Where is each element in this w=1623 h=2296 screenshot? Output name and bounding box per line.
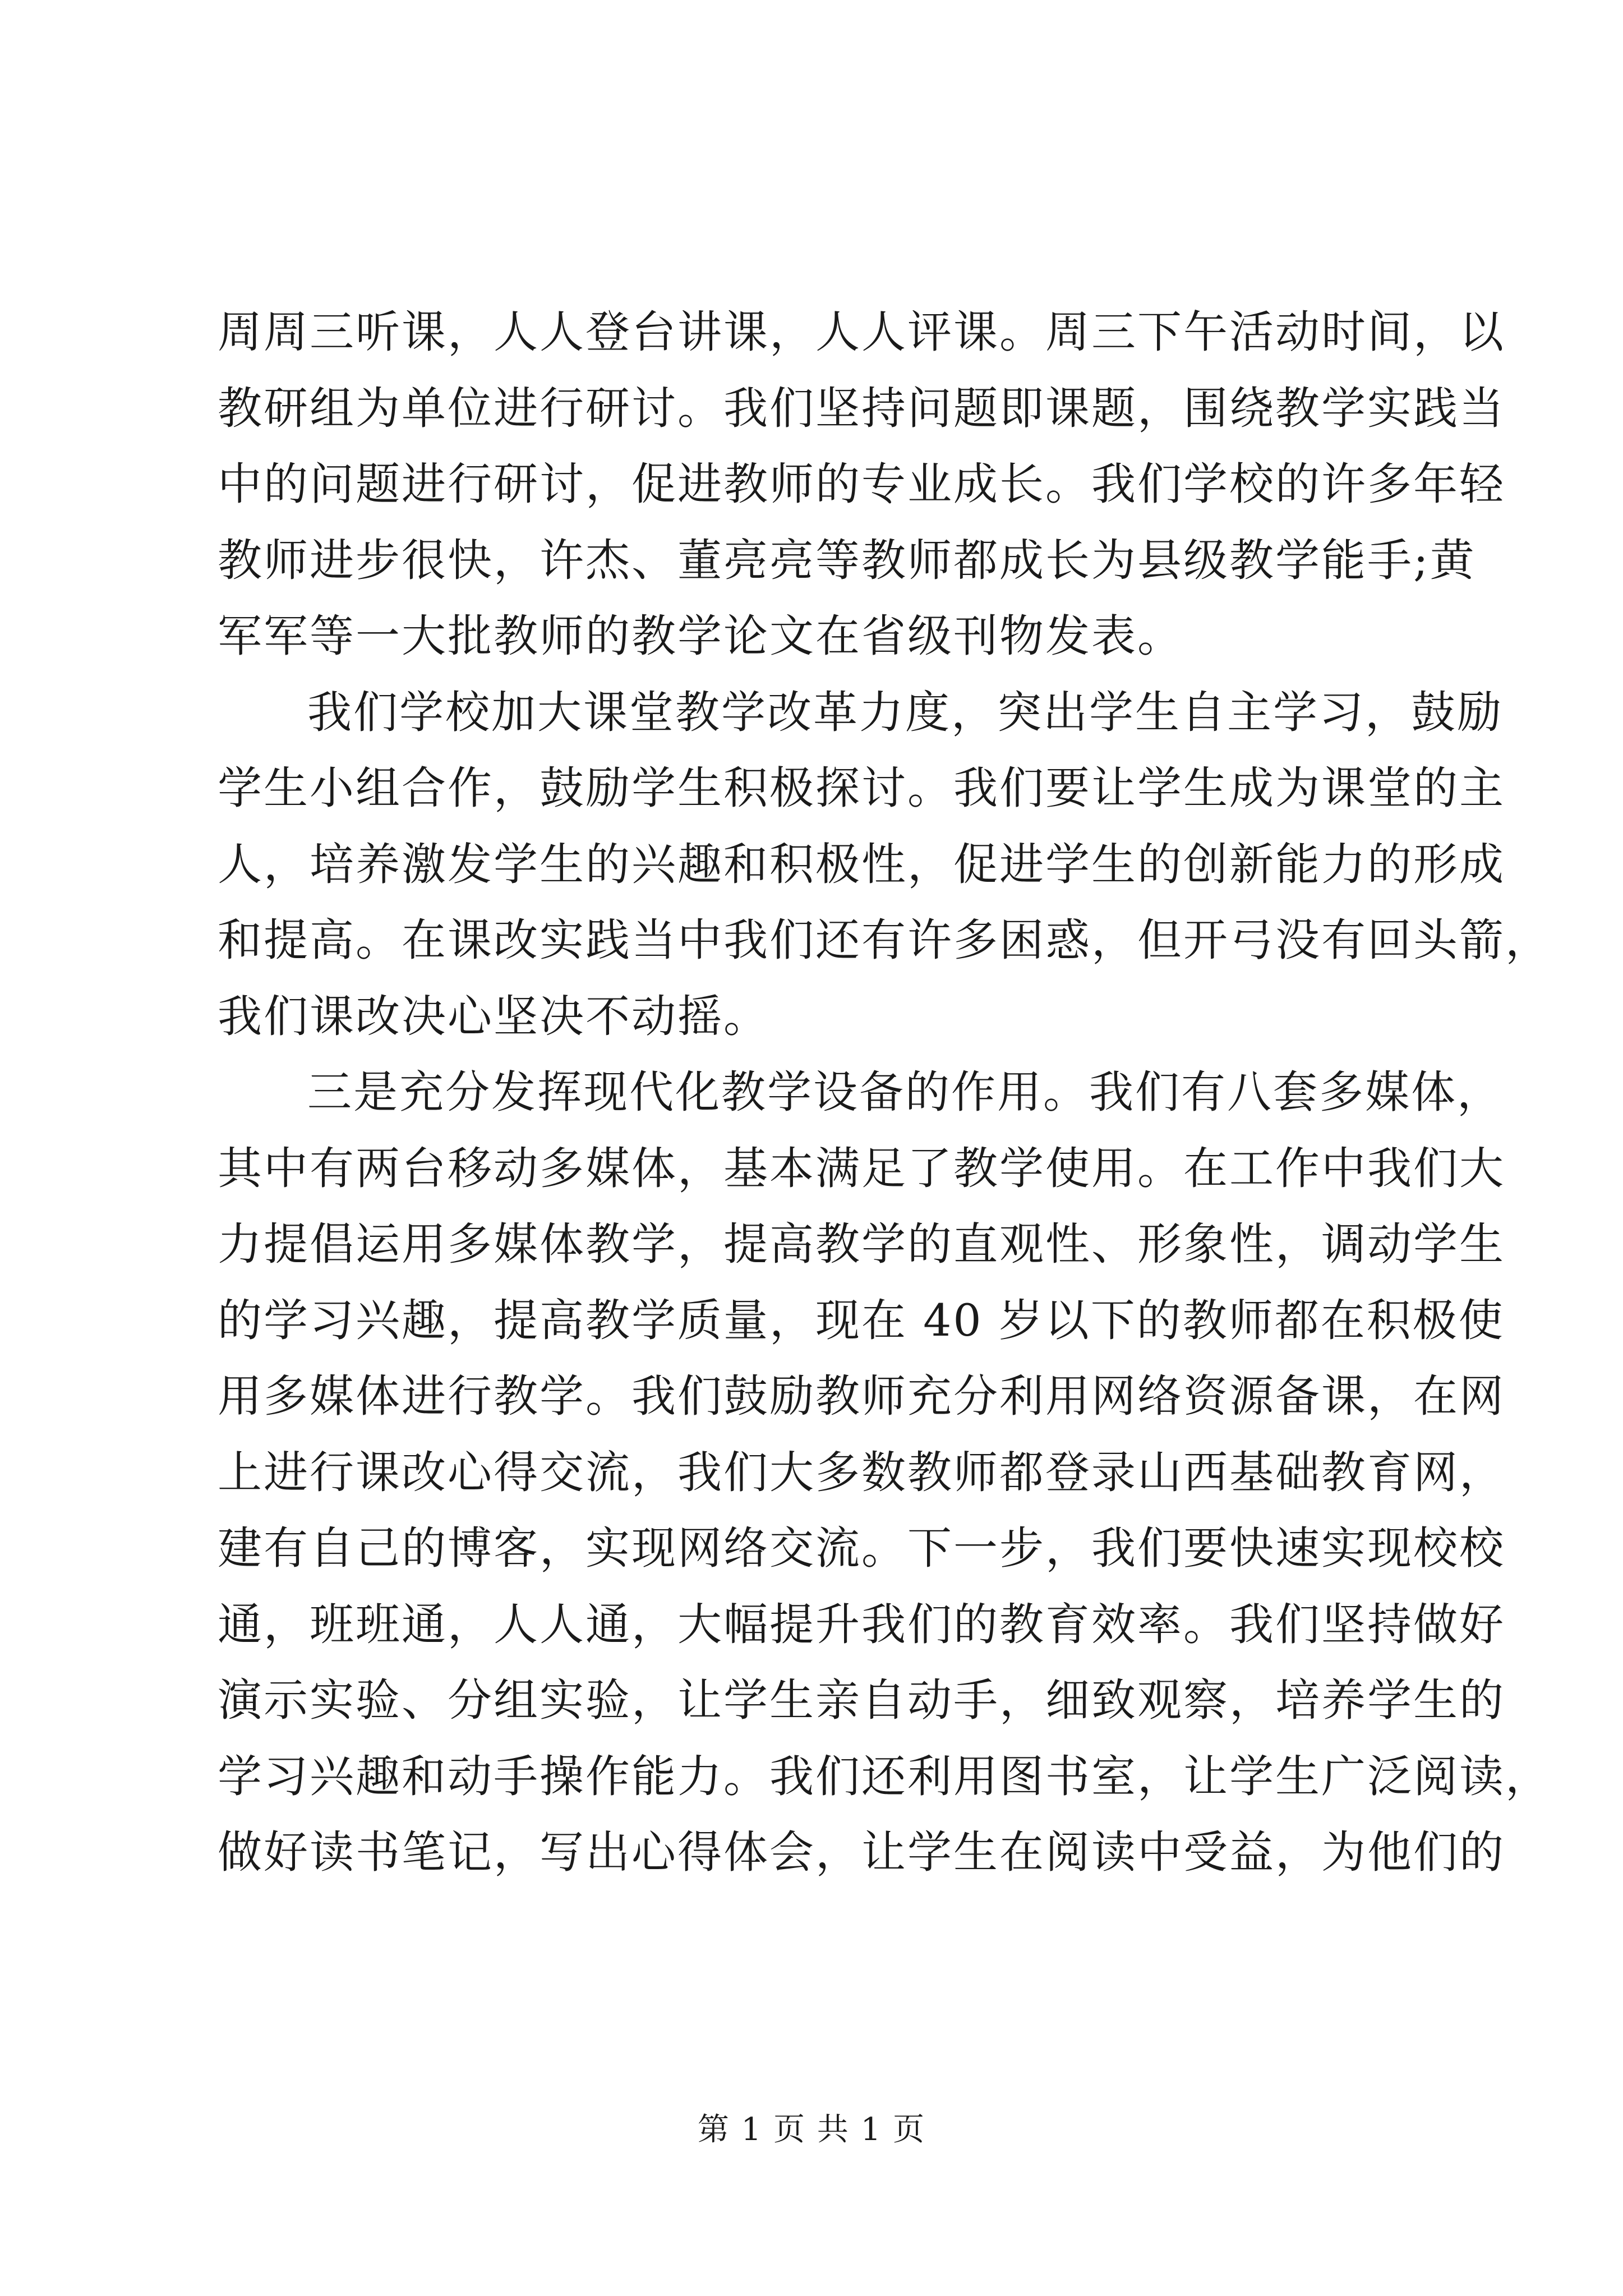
text-line: 我们课改决心坚决不动摇。: [218, 990, 769, 1042]
text-line: 力提倡运用多媒体教学，提高教学的直观性、形象性，调动学生: [218, 1218, 1505, 1270]
text-line: 教研组为单位进行研讨。我们坚持问题即课题，围绕教学实践当: [218, 382, 1505, 434]
text-line: 中的问题进行研讨，促进教师的专业成长。我们学校的许多年轻: [218, 458, 1505, 510]
document-body: [218, 295, 1551, 1891]
text-line: 和提高。在课改实践当中我们还有许多困惑，但开弓没有回头箭，: [218, 914, 1551, 966]
text-line: 用多媒体进行教学。我们鼓励教师充分利用网络资源备课，在网: [218, 1370, 1505, 1422]
text-line: 上进行课改心得交流，我们大多数教师都登录山西基础教育网，: [218, 1446, 1505, 1498]
text-line: 建有自己的博客，实现网络交流。下一步，我们要快速实现校校: [218, 1522, 1505, 1574]
paragraph-first-line: 我们学校加大课堂教学改革力度，突出学生自主学习，鼓励: [307, 686, 1503, 738]
text-line: 周周三听课，人人登台讲课，人人评课。周三下午活动时间，以: [218, 306, 1505, 358]
page-number-footer: 第 1 页 共 1 页: [697, 2111, 926, 2148]
text-line: 通，班班通，人人通，大幅提升我们的教育效率。我们坚持做好: [218, 1598, 1505, 1650]
text-line: 做好读书笔记，写出心得体会，让学生在阅读中受益，为他们的: [218, 1826, 1505, 1878]
text-line: 的学习兴趣，提高教学质量，现在 40 岁以下的教师都在积极使: [218, 1294, 1505, 1346]
text-line: 人，培养激发学生的兴趣和积极性，促进学生的创新能力的形成: [218, 838, 1505, 890]
text-line: 演示实验、分组实验，让学生亲自动手，细致观察，培养学生的: [218, 1674, 1505, 1726]
text-line: 教师进步很快，许杰、董亮亮等教师都成长为县级教学能手;黄: [218, 534, 1476, 586]
text-line: 其中有两台移动多媒体，基本满足了教学使用。在工作中我们大: [218, 1142, 1505, 1194]
text-line: 军军等一大批教师的教学论文在省级刊物发表。: [218, 610, 1183, 662]
text-line: 学生小组合作，鼓励学生积极探讨。我们要让学生成为课堂的主: [218, 762, 1505, 814]
paragraph-first-line: 三是充分发挥现代化教学设备的作用。我们有八套多媒体，: [307, 1066, 1503, 1118]
text-line: 学习兴趣和动手操作能力。我们还利用图书室，让学生广泛阅读，: [218, 1750, 1551, 1802]
